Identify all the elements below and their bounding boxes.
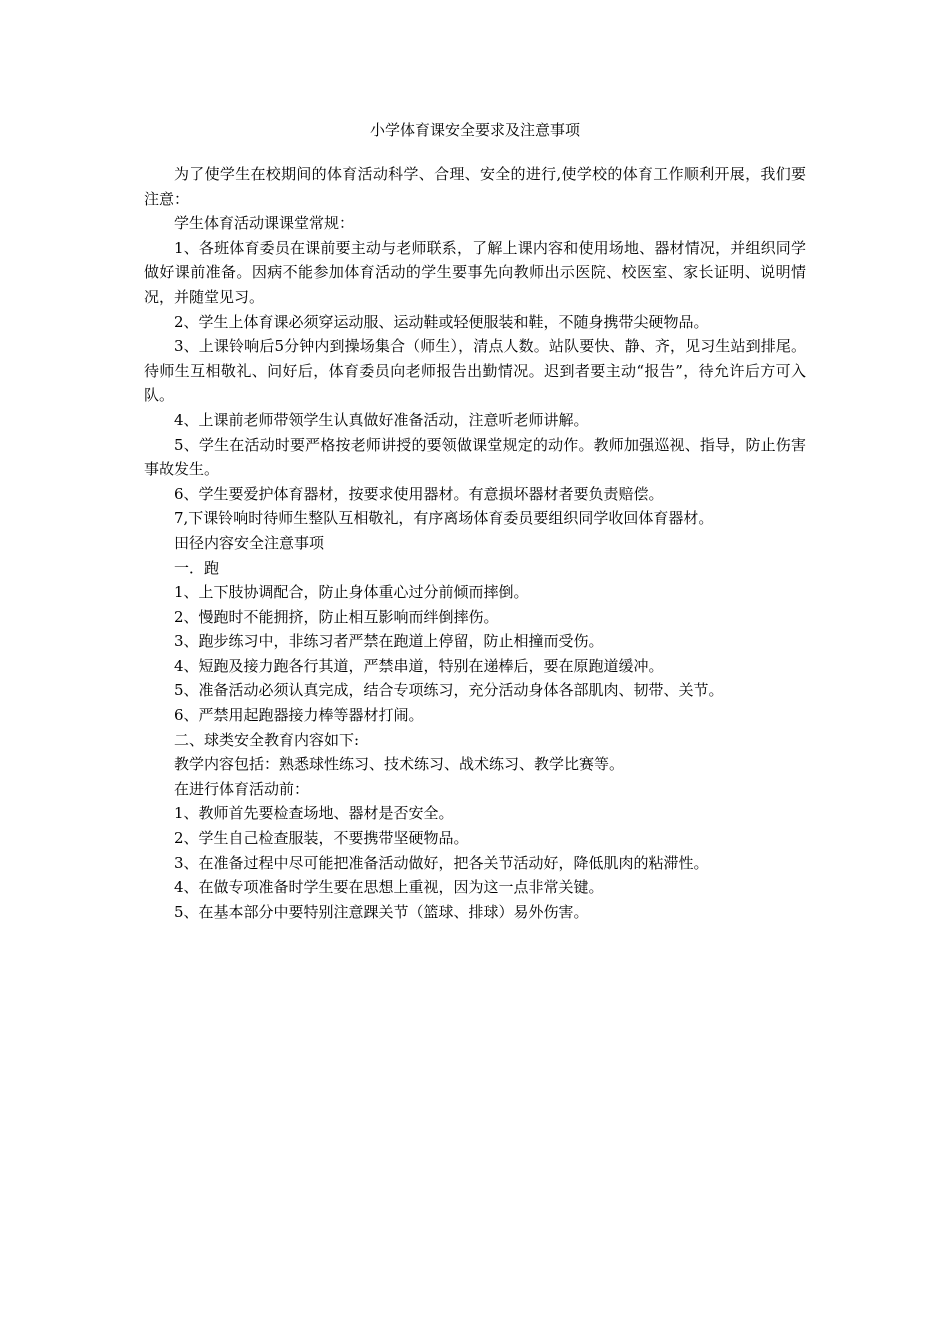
paragraph-heading-routine: 学生体育活动课课堂常规： — [174, 214, 355, 233]
paragraph-routine-3: 3、上课铃响后5分钟内到操场集合（师生），清点人数。站队要快、静、齐，见习生站到排尾。待师生互相敬礼、问好后，体育委员向老师报告出勤情况。迟到者要主动“报告”，待允许后方可入队。 — [144, 337, 806, 405]
paragraph-before-4: 4、在做专项准备时学生要在思想上重视，因为这一点非常关键。 — [174, 878, 604, 897]
paragraph-run-4: 4、短跑及接力跑各行其道，严禁串道，特别在递棒后，要在原跑道缓冲。 — [174, 656, 664, 675]
paragraph-heading-track: 田径内容安全注意事项 — [174, 533, 325, 552]
paragraph-heading-run: 一．跑 — [174, 558, 220, 577]
paragraph-heading-ball: 二、球类安全教育内容如下: — [174, 730, 360, 749]
paragraph-run-6: 6、严禁用起跑器接力棒等器材打闹。 — [174, 706, 424, 725]
paragraph-before-2: 2、学生自己检查服装，不要携带坚硬物品。 — [174, 829, 469, 848]
paragraph-routine-4: 4、上课前老师带领学生认真做好准备活动，注意听老师讲解。 — [174, 410, 589, 429]
paragraph-before-5: 5、在基本部分中要特别注意踝关节（篮球、排球）易外伤害。 — [174, 902, 589, 921]
document-title: 小学体育课安全要求及注意事项 — [369, 121, 580, 139]
paragraph-run-5: 5、准备活动必须认真完成，结合专项练习，充分活动身体各部肌肉、韧带、关节。 — [174, 681, 724, 700]
paragraph-run-2: 2、慢跑时不能拥挤，防止相互影响而绊倒摔伤。 — [174, 607, 499, 626]
paragraph-routine-5: 5、学生在活动时要严格按老师讲授的要领做课堂规定的动作。教师加强巡视、指导，防止伤害事故发生。 — [144, 435, 806, 479]
paragraph-routine-6: 6、学生要爱护体育器材，按要求使用器材。有意损坏器材者要负责赔偿。 — [174, 484, 664, 503]
paragraph-routine-7: 7,下课铃响时待师生整队互相敬礼，有序离场体育委员要组织同学收回体育器材。 — [174, 509, 714, 528]
paragraph-heading-before: 在进行体育活动前： — [174, 779, 310, 798]
paragraph-before-1: 1、教师首先要检查场地、器材是否安全。 — [174, 804, 454, 823]
paragraph-ball-content: 教学内容包括：熟悉球性练习、技术练习、战术练习、教学比赛等。 — [174, 755, 625, 774]
paragraph-run-3: 3、跑步练习中，非练习者严禁在跑道上停留，防止相撞而受伤。 — [174, 632, 604, 651]
paragraph-run-1: 1、上下肢协调配合，防止身体重心过分前倾而摔倒。 — [174, 583, 529, 602]
paragraph-routine-2: 2、学生上体育课必须穿运动服、运动鞋或轻便服装和鞋，不随身携带尖硬物品。 — [174, 312, 709, 331]
document-page — [144, 118, 806, 924]
paragraph-intro: 为了使学生在校期间的体育活动科学、合理、安全的进行,使学校的体育工作顺利开展，我们要注意： — [144, 165, 806, 208]
paragraph-before-3: 3、在准备过程中尽可能把准备活动做好，把各关节活动好，降低肌肉的粘滞性。 — [174, 853, 709, 872]
paragraph-routine-1: 1、各班体育委员在课前要主动与老师联系，了解上课内容和使用场地、器材情况，并组织同学做好课前准备。因病不能参加体育活动的学生要事先向教师出示医院、校医室、家长证明、说明情况，并随堂见习。 — [144, 238, 806, 306]
